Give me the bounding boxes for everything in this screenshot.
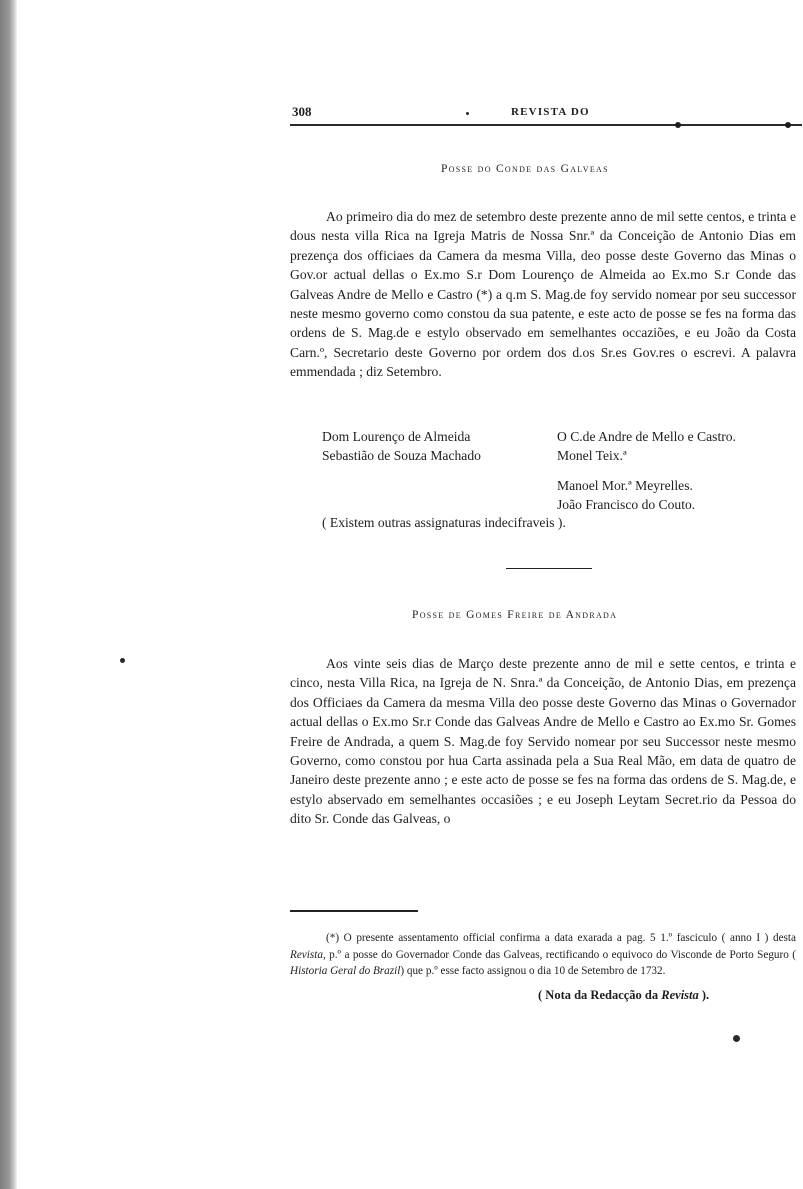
page-number: 308: [292, 104, 312, 119]
section-1-paragraph: Ao primeiro dia do mez de setembro deste prezente anno de mil sette centos, e trinta e dous nesta villa Rica na Igreja Matris de Nossa Snr.ª da Conceição de Antonio Dias em prezença dos officiaes da Camera da mesma Villa, deo posse deste Governo das Minas o Gov.or actual dellas o Ex.mo S.r Dom Lourenço de Almeida ao Ex.mo S.r Conde das Galveas Andre de Mello e Castro (*) a q.m S. Mag.de foy servido nomear por seu successor neste mesmo governo como constou da sua patente, e este acto de posse se fes na forma das ordens de S. Mag.de e estylo observado em semelhantes occaziões, e eu João da Costa Carn.º, Secretario deste Governo por ordem dos d.os Sr.es Gov.res o escrevi. A palavra emmendada ; diz Setembro.: [290, 209, 796, 380]
signature-line: O C.de Andre de Mello e Castro.: [557, 429, 736, 444]
printing-speck: [120, 658, 125, 663]
signature-line: Dom Lourenço de Almeida: [322, 429, 471, 444]
signatures-right: [557, 427, 736, 515]
section-title-gomes-freire: Posse de Gomes Freire de Andrada: [412, 609, 618, 621]
section-title-conde-galveas: Posse do Conde das Galveas: [441, 163, 609, 175]
running-head: REVISTA DO: [511, 106, 590, 118]
signature-line: Sebastião de Souza Machado: [322, 448, 481, 464]
section-2-paragraph: Aos vinte seis dias de Março deste prezente anno de mil e sette centos, e trinta e cinco, nesta Villa Rica, na Igreja de N. Snra.ª da Conceição, de Antonio Dias, em prezença dos Officiaes da Camera da mesma Villa deo posse deste Governo das Minas o Governador actual dellas o Ex.mo Sr.r Conde das Galveas Andre de Mello e Castro ao Ex.mo Sr. Gomes Freire de Andrada, a quem S. Mag.de foy Servido nomear por seu Successor neste mesmo Governo, como constou por hua Carta assinada pela a Sua Real Mão, em data de quatro de Janeiro deste prezente anno ; e este acto de posse se fes na forma das ordens de S. Mag.de, e estylo abservado em semelhantes occasiões ; e eu Joseph Leytam Secret.rio da Pessoa do dito Sr. Conde das Galveas, o: [290, 656, 796, 827]
footnote-rule: [290, 910, 418, 912]
signature-line: João Francisco do Couto.: [557, 497, 696, 513]
signature-line: Monel Teix.ª: [557, 448, 627, 464]
printing-speck: [733, 1035, 740, 1042]
signature-line: Manoel Mor.ª Meyrelles.: [557, 477, 693, 493]
printing-speck: [466, 112, 469, 115]
header-rule: [290, 124, 802, 126]
editorial-note: ( Existem outras assignaturas indecifraveis ).: [322, 515, 566, 530]
rule-ornament: [675, 122, 681, 128]
rule-ornament: [785, 122, 791, 128]
section-divider: [506, 568, 592, 569]
signatures-left: [322, 427, 481, 466]
footnote: (*) O presente assentamento official confirma a data exarada a pag. 5 1.º fasciculo ( anno I ) desta Revista, p.º a posse do Governador Conde das Galveas, rectificando o equivoco do Visconde de Porto Seguro ( Historia Geral do Brazil) que p.º esse facto assignou o dia 10 de Setembro de 1732.: [290, 932, 796, 977]
footnote-credit: ( Nota da Redacção da Revista ).: [538, 988, 710, 1002]
